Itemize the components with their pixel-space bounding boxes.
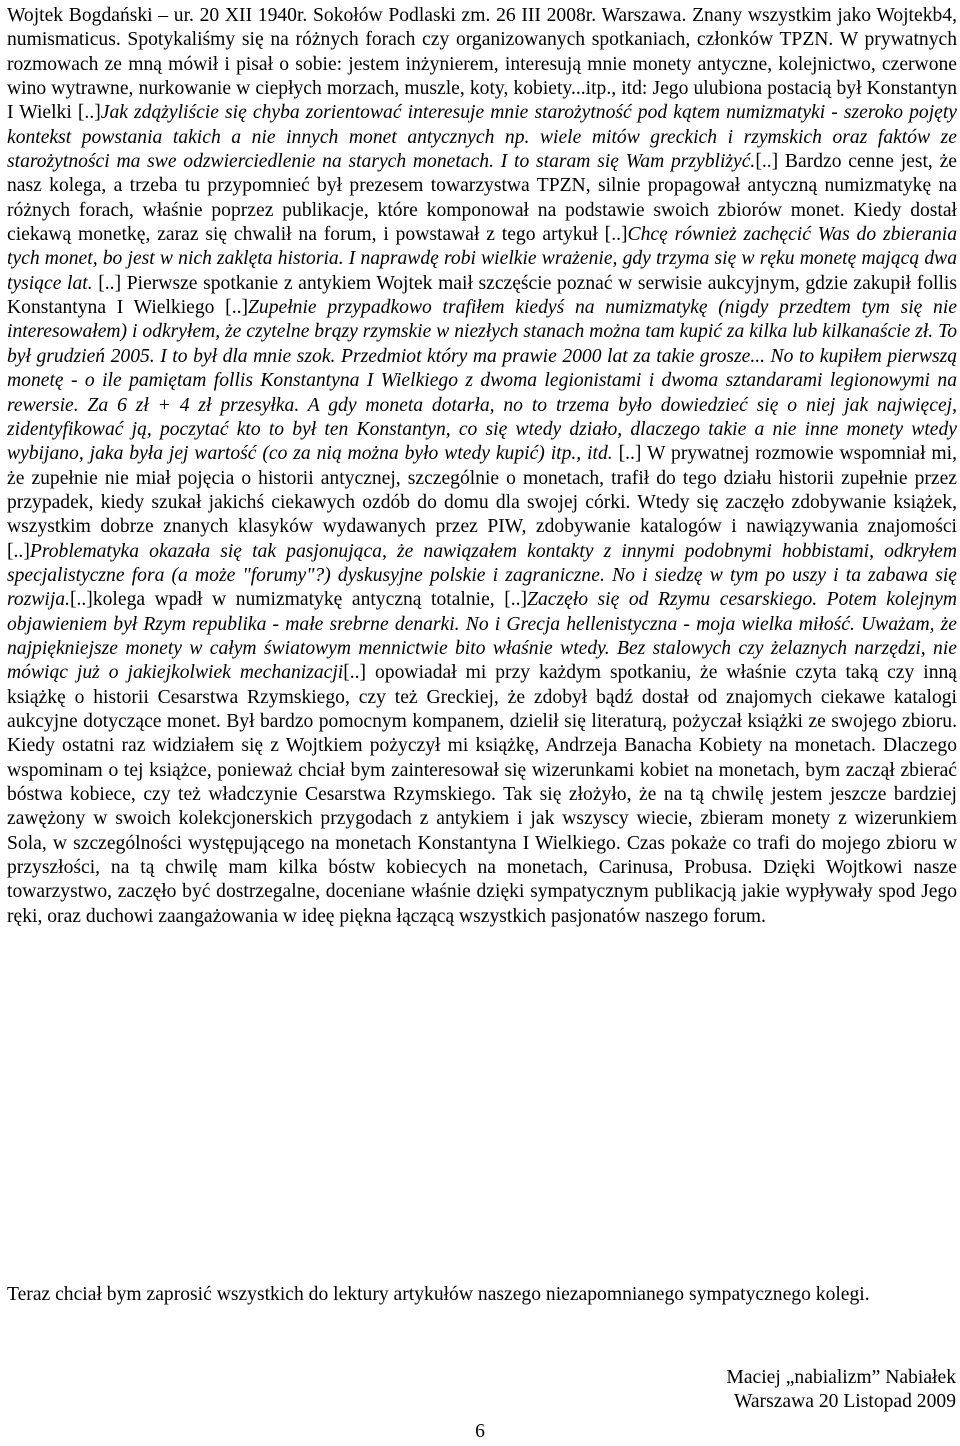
text-segment: [..]kolega wpadł w numizmatykę antyczną totalnie, [..] xyxy=(69,589,528,611)
text-segment: [..] Pierwsze spotkanie z antykiem Wojtek maił szczęście poznać w serwisie aukcyjnym, gdzie zakupił follis Konstantyna I Wielkiego [..] xyxy=(7,272,957,319)
text-segment: [..] opowiadał mi przy każdym spotkaniu, że właśnie czyta taką czy inną książkę o historii Cesarstwa Rzymskiego, czy też Greckiej, że zdobył bądź dostał od znajomych ciekawe katalogi aukcyjne dotyczące monet. Był bardzo pomocnym kompanem, dzielił się literaturą, pożyczał książki ze swojego zbioru. Kiedy ostatni raz widziałem się z Wojtkiem pożyczył mi książkę, Andrzeja Banacha Kobiety na monetach. Dlaczego wspominam o tej książce, ponieważ chciał bym zainteresował się wizerunkami kobiet na monetach, bym zaczął zbierać bóstwa kobiece, czy też władczynie Cesarstwa Rzymskiego. Tak się złożyło, że na tą chwilę jestem jeszcze bardziej zawężony w swoich kolekcjonerskich przygodach z antykiem i jak wszyscy wiecie, zbieram monety z wizerunkiem Sola, w szczególności występującego na monetach Konstantyna I Wielkiego. Czas pokaże co trafi do mojego zbioru w przyszłości, na tą chwilę mam kilka bóstw kobiecych na monetach, Carinusa, Probusa. Dzięki Wojtkowi nasze towarzystwo, zaczęło być dostrzegalne, doceniane właśnie dzięki sympatycznym publikacją jakie wypływały spod Jego ręki, oraz duchowi zaangażowania w ideę piękna łączącą wszystkich pasjonatów naszego forum. xyxy=(7,662,957,927)
quoted-text-segment: Chcę również zachęcić Was do zbierania tych monet, bo jest w nich zaklęta historia. I naprawdę robi wielkie wrażenie, gdy trzyma się w ręku monetę mającą dwa tysiące lat. xyxy=(7,224,957,294)
quoted-text-segment: Jak zdążyliście się chyba zorientować interesuje mnie starożytność pod kątem numizmatyki - szeroko pojęty kontekst powstania takich a nie innych monet antycznych np. wiele mitów greckich i rzymskich oraz faktów ze starożytności ma swe odzwierciedlenie na starych monetach. I to staram się Wam przybliżyć. xyxy=(7,102,957,173)
quoted-text-segment: Zaczęło się od Rzymu cesarskiego. Potem kolejnym objawieniem był Rzym republika - małe srebrne denarki. No i Grecja hellenistyczna - moja wielka miłość. Uważam, że najpiękniejsze monety w całym światowym mennictwie bito właśnie wtedy. Bez stalowych czy żelaznych narzędzi, nie mówiąc już o jakiejkolwiek mechanizacji xyxy=(7,589,957,684)
quoted-text-segment: Zupełnie przypadkowo trafiłem kiedyś na numizmatykę (nigdy przedtem tym się nie interesowałem) i odkryłem, że czytelne brązy rzymskie w niezłych stanach można tam kupić za kilka lub kilkanaście zł. To był grudzień 2005. I to był dla mnie szok. Przedmiot który ma prawie 2000 lat za takie grosze... No to kupiłem pierwszą monetę - o ile pamiętam follis Konstantyna I Wielkiego z dwoma legionistami i dwoma sztandarami legionowymi na rewersie. Za 6 zł + 4 zł przesyłka. A gdy moneta dotarła, no to trzema było dowiedzieć się o niej jak najwięcej, zidentyfikować ją, poczytać kto to był ten Konstantyn, co się wtedy działo, dlaczego takie a nie inne monety wtedy wybijano, jaka była jej wartość (co za nią można było wtedy kupić) itp., itd. xyxy=(7,297,957,465)
closing-paragraph: Teraz chciał bym zaprosić wszystkich do lektury artykułów naszego niezapomnianego sympatycznego kolegi. xyxy=(7,1284,870,1305)
signature-place-date: Warszawa 20 Listopad 2009 xyxy=(733,1391,956,1413)
text-segment: [..] W prywatnej rozmowie wspomniał mi, że zupełnie nie miał pojęcia o historii antycznej, szczególnie o monetach, trafił do tego działu historii zupełnie przez przypadek, kiedy szukał jakichś ciekawych ozdób do domu dla swojej córki. Wtedy się zaczęło zdobywanie książek, wszystkim dobrze znanych klasyków wydawanych przez PIW, zdobywanie katalogów i nawiązywania znajomości [..] xyxy=(7,443,958,562)
signature-block xyxy=(726,1366,956,1415)
text-segment: Wojtek Bogdański – ur. 20 XII 1940r. Sokołów Podlaski zm. 26 III 2008r. Warszawa. Znany wszystkim jako Wojtekb4, numismaticus. Spotykaliśmy się na różnych forach czy organizowanych spotkaniach, członków TPZN. W prywatnych rozmowach ze mną mówił i pisał o sobie: jestem inżynierem, interesują mnie monety antyczne, kolejnictwo, czerwone wino wytrawne, nurkowanie w ciepłych morzach, muszle, koty, kobiety...itp., itd: Jego ulubiona postacią był Konstantyn I Wielki [..] xyxy=(7,5,957,124)
signature-author: Maciej „nabializm” Nabiałek xyxy=(726,1367,956,1388)
quoted-text-segment: Problematyka okazała się tak pasjonująca, że nawiązałem kontakty z innymi podobnymi hobbistami, odkryłem specjalistyczne fora (a może "forumy"?) dyskusyjne polskie i zagraniczne. No i siedzę w tym po uszy i ta zabawa się rozwija. xyxy=(7,540,957,611)
page-number: 6 xyxy=(475,1421,485,1442)
article-body xyxy=(7,4,957,929)
text-segment: [..] Bardzo cenne jest, że nasz kolega, a trzeba tu przypomnieć był prezesem towarzystwa TPZN, silnie propagował antyczną numizmatykę na różnych forach, właśnie poprzez publikacje, które komponował na podstawie swoich zbiorów monet. Kiedy dostał ciekawą monetkę, zaraz się chwalił na forum, i powstawał z tego artykuł [..] xyxy=(7,151,957,246)
